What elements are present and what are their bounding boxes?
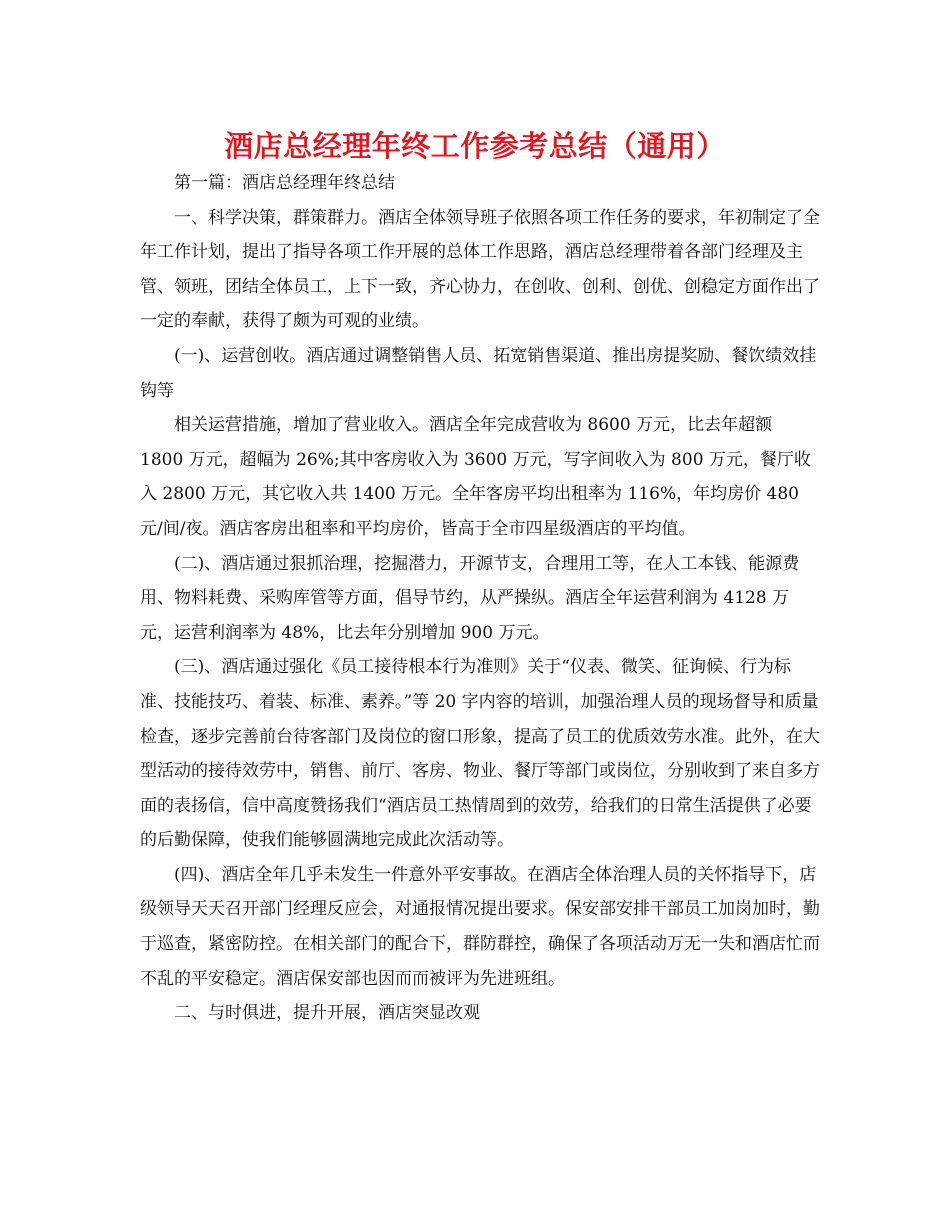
document-title: 酒店总经理年终工作参考总结（通用） [224,129,726,163]
paragraph-safety: (四)、酒店全年几乎未发生一件意外平安事故。在酒店全体治理人员的关怀指导下，店级领导天天召开部门经理反应会，对通报情况提出要求。保安部安排干部员工加岗加时，勤于巡查，紧密防控。在相关部门的配合下，群防群控，确保了各项活动万无一失和酒店忙而不乱的平安稳定。酒店保安部也因而而被评为先进班组。 [140,864,820,989]
section-heading-part-two: 二、与时俱进，提升开展，酒店突显改观 [174,1003,480,1024]
paragraph-cost-control: (二)、酒店通过狠抓治理，挖掘潜力，开源节支，合理用工等，在人工本钱、能源费用、物料耗费、采购库管等方面，倡导节约，从严操纵。酒店全年运营利润为 4128 万元，运营利润率为 48%，比去年分别增加 900 万元。 [140,553,800,643]
document-body [140,166,820,1031]
paragraph-revenue-figures: 相关运营措施，增加了营业收入。酒店全年完成营收为 8600 万元，比去年超额 1800 万元，超幅为 26%;其中客房收入为 3600 万元，写字间收入为 800 万元，餐厅收入 2800 万元，其它收入共 1400 万元。全年客房平均出租率为 116%，年均房价 480 元/间/夜。酒店客房出租率和平均房价，皆高于全市四星级酒店的平均值。 [140,415,811,539]
paragraph-revenue-heading: (一)、运营创收。酒店通过调整销售人员、拓宽销售渠道、推出房提奖励、餐饮绩效挂钩等 [140,345,817,401]
paragraph-service-training: (三)、酒店通过强化《员工接待根本行为准则》关于“仪表、微笑、征询候、行为标准、技能技巧、着装、标准、素养。”等 20 字内容的培训，加强治理人员的现场督导和质量检查，逐步完善前台待客部门及岗位的窗口形象，提高了员工的优质效劳水准。此外，在大型活动的接待效劳中，销售、前厅、客房、物业、餐厅等部门或岗位，分别收到了来自多方面的表扬信，信中高度赞扬我们“酒店员工热情周到的效劳，给我们的日常生活提供了必要的后勤保障，使我们能够圆满地完成此次活动等。 [140,657,820,851]
section-heading-part-one: 第一篇：酒店总经理年终总结 [174,173,395,193]
paragraph-decision-making: 一、科学决策，群策群力。酒店全体领导班子依照各项工作任务的要求，年初制定了全年工作计划，提出了指导各项工作开展的总体工作思路，酒店总经理带着各部门经理及主管、领班，团结全体员工，上下一致，齐心协力，在创收、创利、创优、创稳定方面作出了一定的奉献，获得了颇为可观的业绩。 [140,207,820,332]
